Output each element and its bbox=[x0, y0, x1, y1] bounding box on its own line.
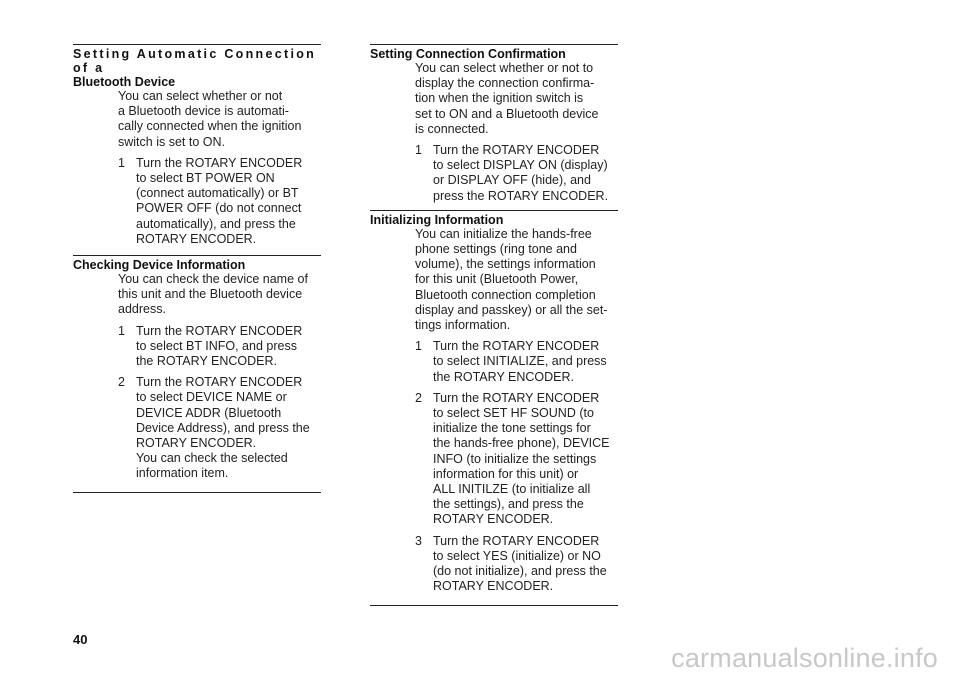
section-intro: You can initialize the hands-free phone settings (ring tone and volume), the settings information for this unit (Bluetooth Power, Bluetooth connection completion display and passkey) or all the set- tings information. bbox=[415, 226, 608, 333]
right-column bbox=[370, 44, 618, 606]
step-text: Turn the ROTARY ENCODER to select DISPLAY ON (display) or DISPLAY OFF (hide), and press the ROTARY ENCODER. bbox=[433, 143, 609, 203]
step-text: Turn the ROTARY ENCODER to select DEVICE NAME or DEVICE ADDR (Bluetooth Device Address), and press the ROTARY ENCODER. You can check the selected information item. bbox=[136, 375, 310, 481]
section-connection-confirmation bbox=[370, 44, 618, 204]
step-number: 1 bbox=[118, 323, 125, 338]
section-intro: You can check the device name of this unit and the Bluetooth device address. bbox=[118, 272, 308, 317]
step-text: Turn the ROTARY ENCODER to select SET HF SOUND (to initialize the tone settings for the hands-free phone), DEVICE INFO (to initialize the settings information for this unit) or ALL INITILZE (to initialize all the settings), and press the ROTARY ENCODER. bbox=[433, 390, 610, 527]
step-number: 1 bbox=[415, 143, 422, 158]
step-item bbox=[415, 339, 618, 385]
section-end-rule bbox=[73, 492, 321, 493]
step-item bbox=[118, 324, 321, 370]
section-automatic-connection bbox=[73, 44, 321, 247]
section-title: Setting Connection Confirmation bbox=[370, 47, 566, 61]
section-title-continued: Bluetooth Device bbox=[73, 75, 176, 89]
step-item bbox=[415, 143, 618, 204]
section-title: Setting Automatic Connection of a bbox=[73, 47, 317, 75]
step-number: 2 bbox=[118, 375, 125, 390]
step-number: 1 bbox=[118, 155, 125, 170]
section-device-information bbox=[73, 255, 321, 493]
section-title: Checking Device Information bbox=[73, 258, 246, 273]
step-number: 1 bbox=[415, 339, 422, 354]
step-text: Turn the ROTARY ENCODER to select BT INFO, and press the ROTARY ENCODER. bbox=[136, 323, 303, 369]
page-number: 40 bbox=[73, 632, 88, 647]
section-title: Initializing Information bbox=[370, 212, 504, 227]
step-item bbox=[118, 375, 321, 481]
section-end-rule bbox=[370, 605, 618, 606]
step-text: Turn the ROTARY ENCODER to select INITIALIZE, and press the ROTARY ENCODER. bbox=[433, 339, 607, 384]
step-item bbox=[118, 156, 321, 247]
section-intro: You can select whether or not to display the connection confirma- tion when the ignition switch is set to ON and a Bluetooth device is connected. bbox=[415, 61, 599, 136]
step-item bbox=[415, 534, 618, 595]
step-number: 2 bbox=[415, 390, 422, 405]
step-text: Turn the ROTARY ENCODER to select YES (initialize) or NO (do not initialize), and press the ROTARY ENCODER. bbox=[433, 533, 607, 594]
section-intro: You can select whether or not a Bluetooth device is automati- cally connected when the ignition switch is set to ON. bbox=[118, 89, 302, 149]
step-text: Turn the ROTARY ENCODER to select BT POWER ON (connect automatically) or BT POWER OFF (do not connect automatically), and press the ROTARY ENCODER. bbox=[136, 155, 303, 246]
section-initializing-information bbox=[370, 210, 618, 606]
left-column bbox=[73, 44, 321, 493]
watermark: carmanualsonline.info bbox=[671, 643, 938, 673]
step-number: 3 bbox=[415, 533, 422, 548]
step-item bbox=[415, 391, 618, 528]
